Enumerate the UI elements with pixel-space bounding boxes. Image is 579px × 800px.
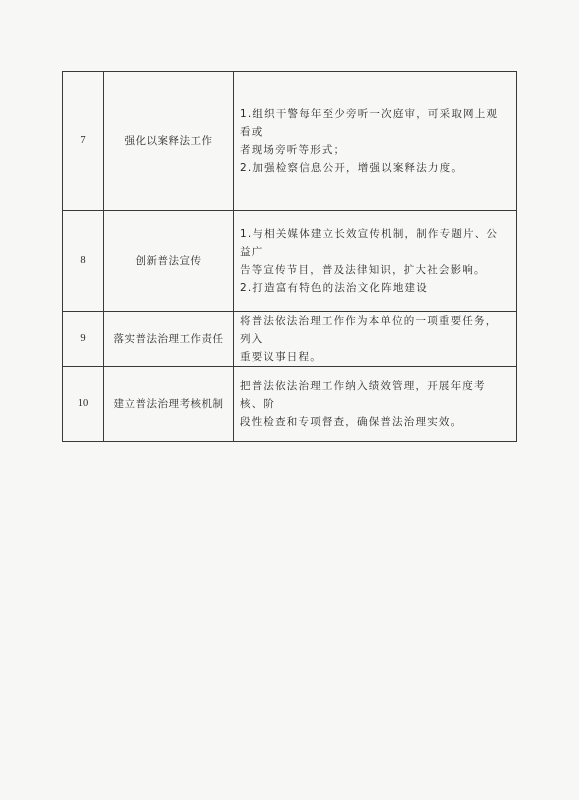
- row-number: 8: [63, 211, 104, 312]
- task-description: [234, 211, 517, 312]
- description-line: 重要议事日程。: [240, 351, 322, 363]
- task-description: [234, 367, 517, 442]
- row-number: 9: [63, 312, 104, 367]
- task-description: [234, 72, 517, 211]
- task-title: 建立普法治理考核机制: [104, 367, 234, 442]
- task-title: 落实普法治理工作责任: [104, 312, 234, 367]
- row-number: 7: [63, 72, 104, 211]
- table-row: [63, 312, 517, 367]
- task-table: [62, 71, 517, 442]
- task-title: 强化以案释法工作: [104, 72, 234, 211]
- description-line: 1.与相关媒体建立长效宣传机制，制作专题片、公益广: [240, 228, 499, 258]
- description-line: 1.组织干警每年至少旁听一次庭审，可采取网上观看或: [240, 108, 499, 138]
- task-description: [234, 312, 517, 367]
- task-title: 创新普法宣传: [104, 211, 234, 312]
- row-number: 10: [63, 367, 104, 442]
- description-line: 告等宣传节目，普及法律知识，扩大社会影响。: [240, 264, 486, 276]
- table-row: [63, 72, 517, 211]
- description-line: 将普法依法治理工作作为本单位的一项重要任务，列入: [240, 315, 498, 345]
- description-line: 者现场旁听等形式；: [240, 144, 346, 156]
- description-line: 2.加强检察信息公开，增强以案释法力度。: [240, 162, 464, 174]
- table-row: [63, 367, 517, 442]
- table-row: [63, 211, 517, 312]
- description-line: 段性检查和专项督查，确保普法治理实效。: [240, 416, 463, 428]
- description-line: 把普法依法治理工作纳入绩效管理，开展年度考核、阶: [240, 380, 486, 410]
- description-line: 2.打造富有特色的法治文化阵地建设: [240, 282, 428, 294]
